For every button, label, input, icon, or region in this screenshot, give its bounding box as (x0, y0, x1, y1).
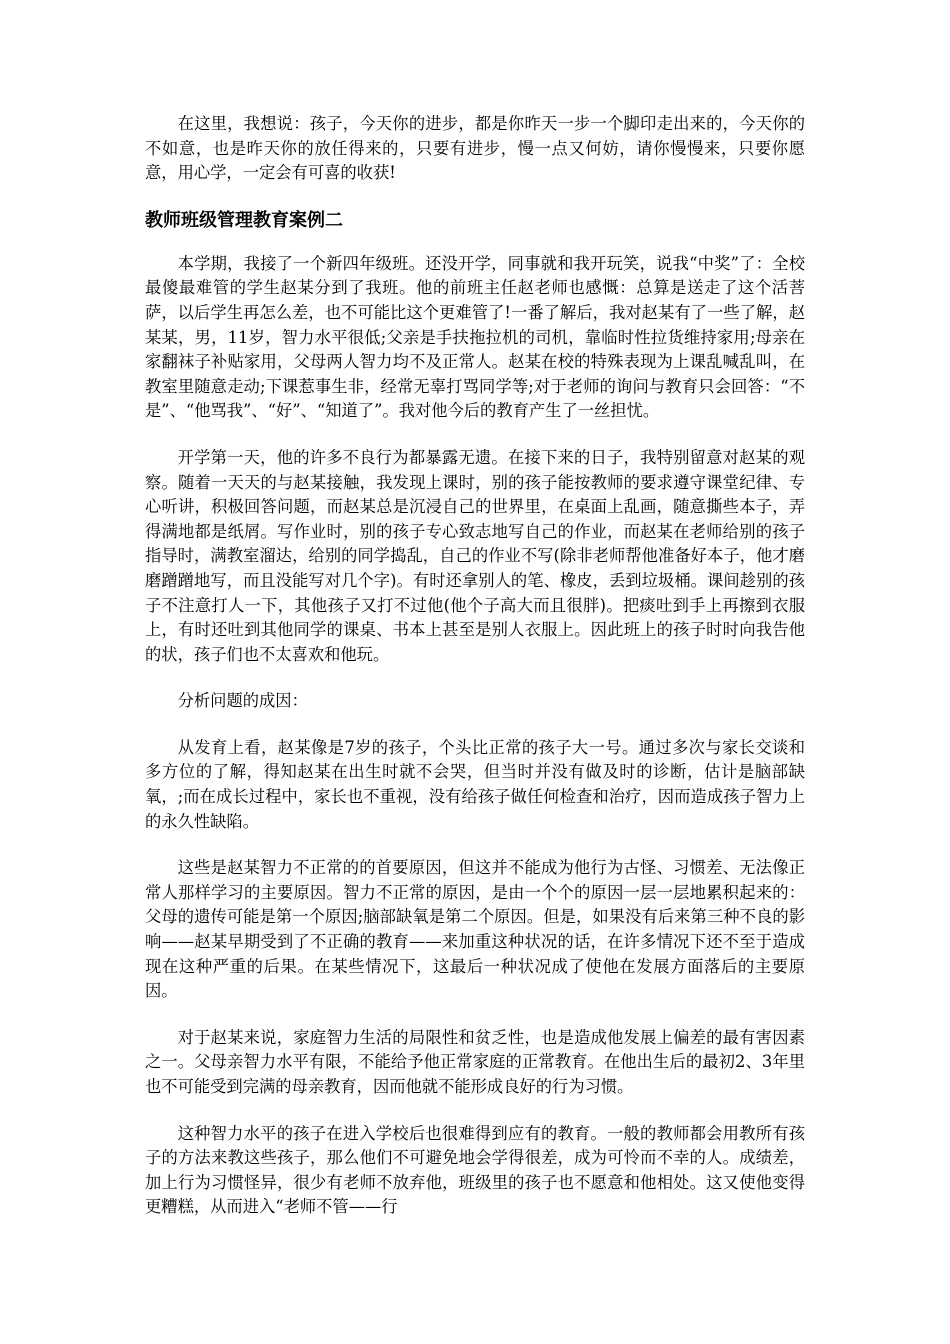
paragraph-1: 本学期，我接了一个新四年级班。还没开学，同事就和我开玩笑，说我“中奖”了：全校最傻最难管的学生赵某分到了我班。他的前班主任赵老师也感慨：总算是送走了这个活菩萨，以后学生再怎么差，也不可能比这个更难管了!一番了解后，我对赵某有了一些了解，赵某某，男，11岁，智力水平很低;父亲是手扶拖拉机的司机，靠临时性拉货维持家用;母亲在家翻袜子补贴家用，父母两人智力均不及正常人。赵某在校的特殊表现为上课乱喊乱叫，在教室里随意走动;下课惹事生非，经常无辜打骂同学等;对于老师的询问与教育只会回答：“不是”、“他骂我”、“好”、“知道了”。我对他今后的教育产生了一丝担忧。 (145, 253, 805, 421)
paragraph-3-subheading: 分析问题的成因： (177, 691, 308, 711)
document-page (145, 112, 805, 1242)
paragraph-6: 对于赵某来说，家庭智力生活的局限性和贫乏性，也是造成他发展上偏差的最有害因素之一。父母亲智力水平有限，不能给予他正常家庭的正常教育。在他出生后的最初2、3年里也不可能受到完满的母亲教育，因而他就不能形成良好的行为习惯。 (145, 1027, 805, 1096)
paragraph-4: 从发育上看，赵某像是7岁的孩子，个头比正常的孩子大一号。通过多次与家长交谈和多方位的了解，得知赵某在出生时就不会哭，但当时并没有做及时的诊断，估计是脑部缺氧，;而在成长过程中，家长也不重视，没有给孩子做任何检查和治疗，因而造成孩子智力上的永久性缺陷。 (145, 737, 805, 831)
section-title: 教师班级管理教育案例二 (145, 209, 343, 231)
intro-paragraph: 在这里，我想说：孩子，今天你的进步，都是你昨天一步一个脚印走出来的，今天你的不如意，也是昨天你的放任得来的，只要有进步，慢一点又何妨，请你慢慢来，只要你愿意，用心学，一定会有可喜的收获! (145, 114, 805, 183)
paragraph-2: 开学第一天，他的许多不良行为都暴露无遗。在接下来的日子，我特别留意对赵某的观察。随着一天天的与赵某接触，我发现上课时，别的孩子能按教师的要求遵守课堂纪律、专心听讲，积极回答问题，而赵某总是沉浸自己的世界里，在桌面上乱画，随意撕些本子，弄得满地都是纸屑。写作业时，别的孩子专心致志地写自己的作业，而赵某在老师给别的孩子指导时，满教室溜达，给别的同学捣乱，自己的作业不写(除非老师帮他准备好本子，他才磨磨蹭蹭地写，而且没能写对几个字)。有时还拿别人的笔、橡皮，丢到垃圾桶。课间趁别的孩子不注意打人一下，其他孩子又打不过他(他个子高大而且很胖)。把痰吐到手上再擦到衣服上，有时还吐到其他同学的课桌、书本上甚至是别人衣服上。因此班上的孩子时时向我告他的状，孩子们也不太喜欢和他玩。 (145, 447, 805, 664)
paragraph-5: 这些是赵某智力不正常的的首要原因，但这并不能成为他行为古怪、习惯差、无法像正常人那样学习的主要原因。智力不正常的原因，是由一个个的原因一层一层地累积起来的：父母的遗传可能是第一个原因;脑部缺氧是第二个原因。但是，如果没有后来第三种不良的影响——赵某早期受到了不正确的教育——来加重这种状况的话，在许多情况下还不至于造成现在这种严重的后果。在某些情况下，这最后一种状况成了使他在发展方面落后的主要原因。 (145, 858, 805, 1001)
paragraph-7: 这种智力水平的孩子在进入学校后也很难得到应有的教育。一般的教师都会用教所有孩子的方法来教这些孩子，那么他们不可避免地会学得很差，成为可怜而不幸的人。成绩差，加上行为习惯怪异，很少有老师不放弃他，班级里的孩子也不愿意和他相处。这又使他变得更糟糕，从而进入“老师不管——行 (145, 1123, 805, 1217)
